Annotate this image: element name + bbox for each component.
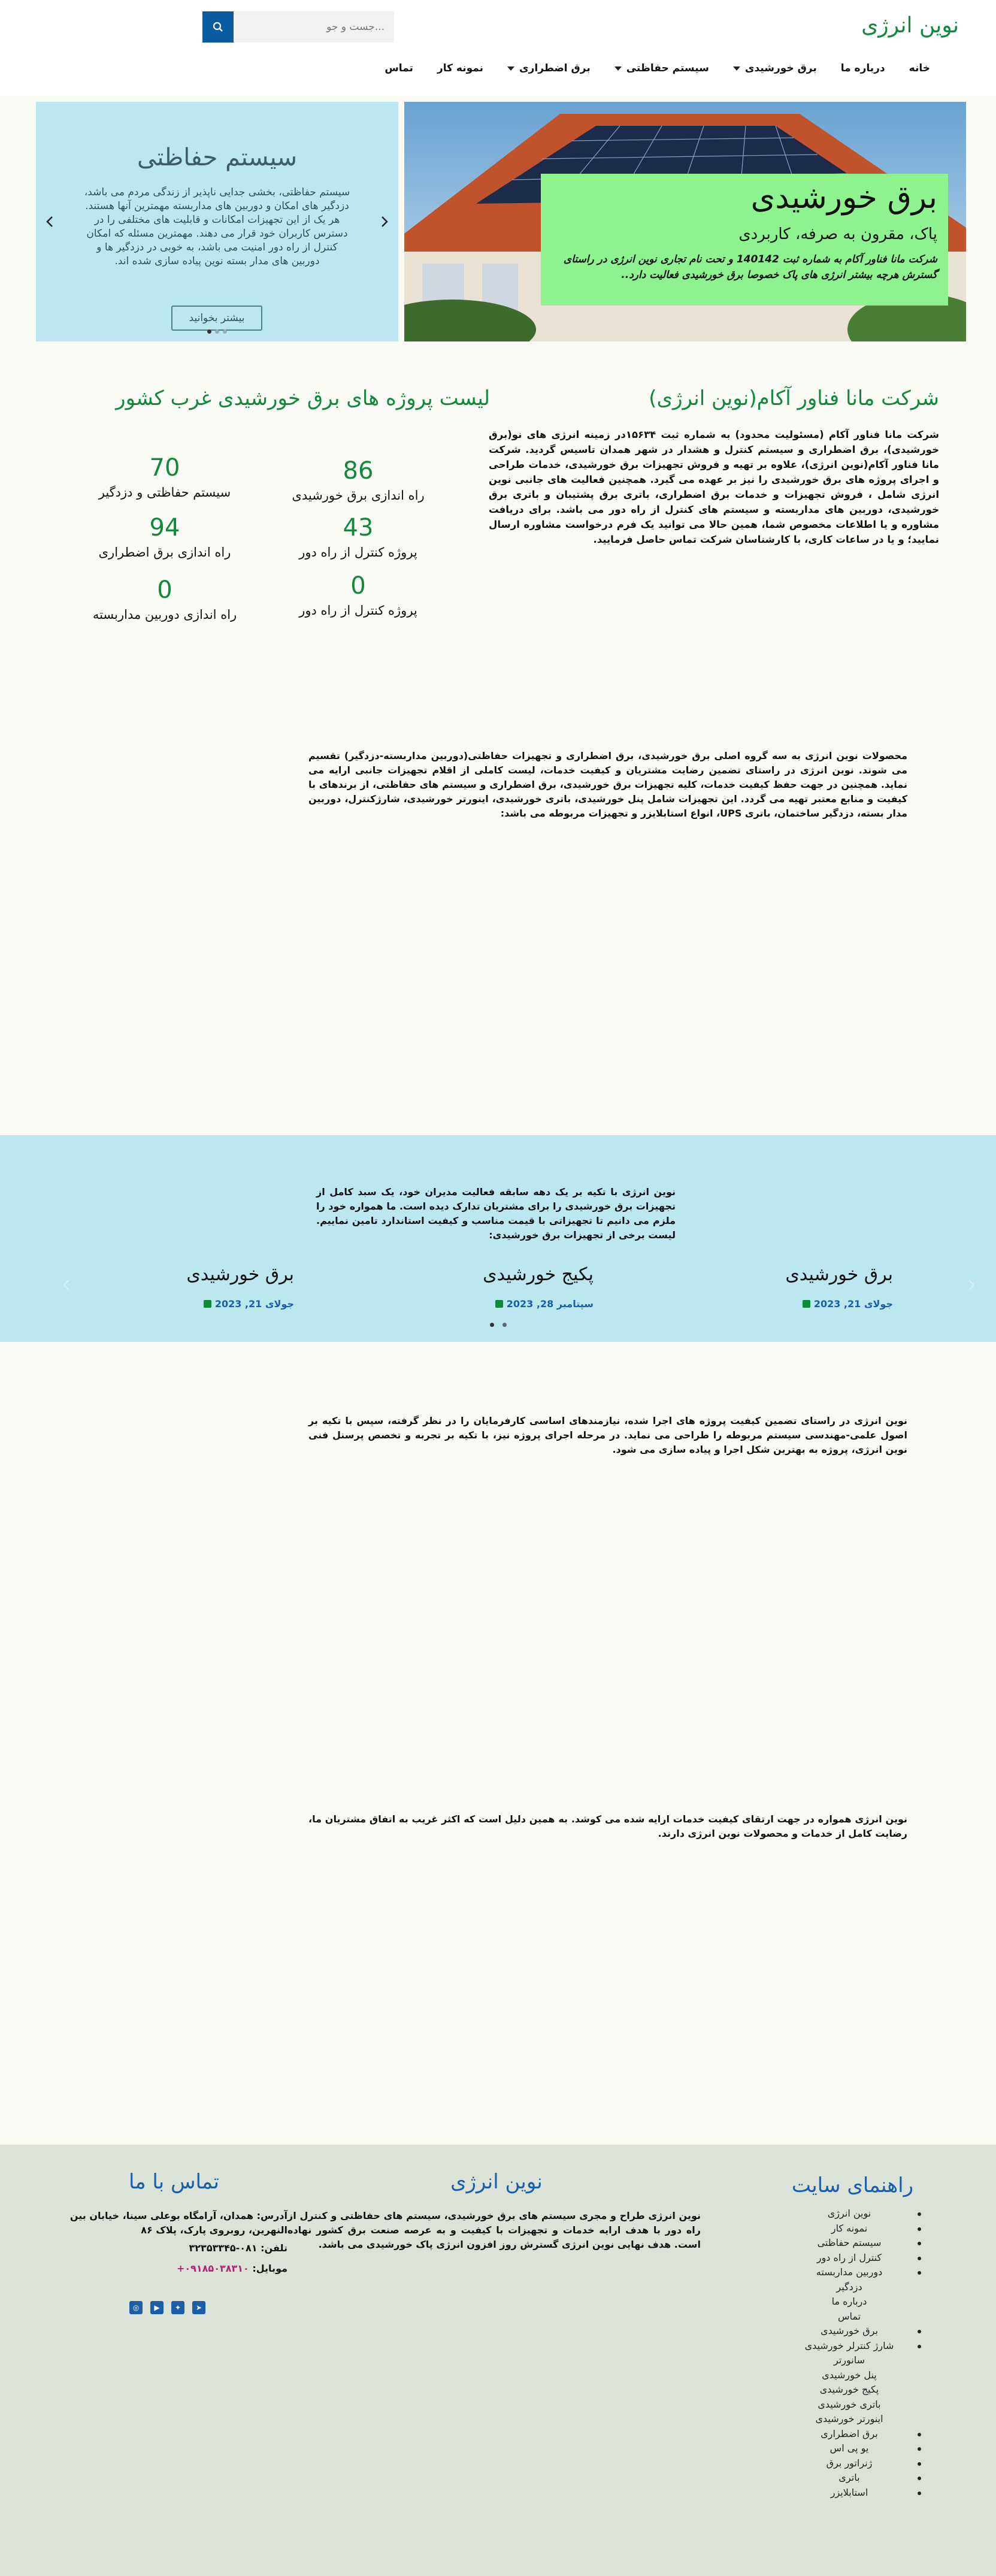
bullet-icon (918, 2462, 921, 2466)
sitemap-link[interactable]: نوین انرژی (759, 2206, 939, 2221)
hero-title: برق خورشیدی (750, 180, 937, 216)
slider-prev-icon[interactable] (43, 214, 57, 229)
post-card[interactable] (43, 1264, 294, 1310)
posts-band (0, 1135, 996, 1342)
hero-subtitle: پاک، مقرون به صرفه، کاربردی (738, 225, 937, 243)
twitter-icon[interactable]: ✦ (171, 2301, 184, 2314)
post-card[interactable] (641, 1264, 893, 1310)
footer-sitemap (759, 2206, 939, 2500)
stat-security (81, 454, 249, 500)
sitemap-link[interactable]: پنل خورشیدی (822, 2369, 877, 2381)
calendar-icon (803, 1300, 810, 1308)
sitemap-link[interactable]: دزدگیر (836, 2281, 862, 2293)
footer-guide-title: راهنمای سایت (791, 2173, 913, 2197)
site-logo[interactable]: نوین انرژی (861, 13, 959, 38)
carousel-dot-active[interactable] (490, 1323, 494, 1327)
bullet-icon (918, 2345, 921, 2348)
footer-about-text: نوین انرژی طراح و مجری سیستم های برق خورشیدی، سیستم های حفاظتی و کنترل از راه دور با هدف ارایه خدمات و تجهیزات با کیفیت و به عرصه صنعت برق کشور نهاده است. هدف نهایی نوین انرژی گسترش روز افزون انرژی پاک خورشیدی می باشد. (287, 2210, 701, 2250)
footer-phone: تلفن: ۰۸۱-۳۲۳۵۳۳۴۵ (189, 2242, 287, 2254)
sitemap-link[interactable]: باتری (759, 2471, 939, 2486)
bullet-icon (918, 2257, 921, 2260)
footer-contact-title: تماس با ما (129, 2170, 219, 2194)
sitemap-link[interactable]: سانورتر (833, 2354, 865, 2366)
products-text: محصولات نوین انرژی به سه گروه اصلی برق خورشیدی، برق اضطراری و تجهیزات حفاظتی(دوربین مداربسته-دزدگیر) تقسیم می شوند. نوین انرژی در راستای تضمین رضایت مشتریان و کیفیت خدمات، لیست کاملی از اقلام تجهیزات جانبی ارایه می نماید. همچنین در جهت حفظ کیفیت خدمات، کلیه تجهیزات برق خورشیدی، برق اضطراری و سیستم های حفاظتی، از برندهای با کیفیت و منابع معتبر تهیه می گردد. این تجهیزات شامل پنل خورشیدی، باتری خورشیدی، اینورتر خورشیدی، شارژکنترل، دوربین مدار بسته، دزدگیر ساختمان، باتری UPS، انواع استابلایزر و تجهیزات مربوطه می باشد: (308, 750, 907, 819)
sitemap-link[interactable]: پکیج خورشیدی (819, 2384, 879, 2395)
bullet-icon (918, 2433, 921, 2436)
footer-mobile (60, 2261, 287, 2276)
slider-dots (36, 329, 398, 334)
stat-label: راه اندازی برق خورشیدی (292, 488, 425, 503)
chevron-down-icon (614, 66, 622, 71)
company-text: شرکت مانا فناور آکام (مسئولیت محدود) به شماره ثبت ۱۵۶۳۴در زمینه انرژی های نو(برق خورشیدی)، برق اضطراری و سیستم کنترل و هشدار در شهر همدان تاسیس گردید. شرکت مانا فناور آکام(نوین انرژی)، علاوه بر تهیه و فروش تجهیزات برق خورشیدی، خدمات طراحی و اجرای پروژه های برق خورشیدی را نیز بر عهده می گیرد. همچنین فعالیت های جانبی نوین انرژی شامل ، فروش تجهیزات و خدمات برق اضطراری، باتری برق پشتیبان و باتری برق خورشیدی، دوربین های مداربسته و سیستم های کنترل از راه دور می باشد. برای دریافت مشاوره و یا اطلاعات مخصوص شما، همین حالا می توانید یک فرم درخواست مشاوره ارسال نمایید؛ و یا در ساعات کاری، با کارشناسان شرکت تماس حاصل فرمایید. (489, 429, 939, 545)
slider-dot[interactable] (223, 329, 227, 334)
bullet-icon (918, 2271, 921, 2275)
post-date (43, 1298, 294, 1310)
calendar-icon (204, 1300, 211, 1308)
hero-description: شرکت مانا فناور آکام به شماره ثبت 140142 و تحت نام تجاری نوین انرژی در راستای گسترش هرچه بیشتر انرژی های پاک خصوصا برق خورشیدی فعالیت دارد.. (563, 253, 937, 281)
sitemap-link[interactable]: باتری خورشیدی (818, 2398, 881, 2410)
sitemap-link[interactable]: دوربین مداربسته (759, 2265, 939, 2280)
nav-portfolio[interactable] (437, 62, 483, 74)
carousel-dots (0, 1323, 996, 1327)
sitemap-link[interactable]: سیستم حفاظتی (759, 2236, 939, 2251)
stat-number: 0 (350, 572, 366, 600)
calendar-icon (495, 1300, 503, 1308)
post-date (641, 1298, 893, 1310)
carousel-prev-icon[interactable] (964, 1278, 978, 1292)
main-nav (361, 62, 930, 74)
sitemap-link[interactable]: استابلایزر (759, 2486, 939, 2501)
stat-remote-2 (274, 572, 442, 618)
search-button[interactable] (202, 11, 234, 43)
slider-next-icon[interactable] (377, 214, 391, 229)
stat-label: پروژه کنترل از راه دور (299, 545, 417, 560)
bullet-icon (918, 2492, 921, 2495)
slide-description: سیستم حفاظتی، بخشی جدایی ناپذیر از زندگی مردم می باشد، دزدگیر های امکان و دوربین های مداربسته مهمترین آنها هستند. هر یک از این تجهیزات امکانات و قابلیت های مختلفی را در دسترس کاربران خود قرار می دهند. مهمترین مسئله که امکان کنترل از راه دور امنیت می باشد، به خوبی در دزدگیر ها و دوربین های مدار بسته نوین پیاده سازی شده اند. (84, 186, 350, 267)
company-title: شرکت مانا فناور آکام(نوین انرژی) (649, 386, 939, 410)
site-header (0, 0, 996, 96)
stat-number: 94 (149, 514, 180, 542)
telegram-icon[interactable]: ➤ (192, 2301, 205, 2314)
nav-label: خانه (909, 62, 930, 74)
search-icon (213, 22, 223, 32)
sitemap-link[interactable]: برق خورشیدی (759, 2324, 939, 2339)
chevron-down-icon (733, 66, 740, 71)
nav-solar[interactable] (733, 62, 817, 74)
sitemap-link[interactable]: درباره ما (831, 2296, 867, 2307)
slide-title: سیستم حفاظتی (137, 144, 298, 171)
nav-contact[interactable] (385, 62, 413, 74)
nav-security[interactable] (614, 62, 709, 74)
footer-about-title: نوین انرژی (450, 2170, 543, 2194)
stat-label: پروژه کنترل از راه دور (299, 603, 417, 618)
security-slider (36, 102, 398, 341)
solar-hero (404, 102, 966, 341)
post-date-text: جولای 21, 2023 (214, 1298, 294, 1310)
bullet-icon (918, 2477, 921, 2480)
stat-label: راه اندازی دوربین مداربسته (92, 607, 237, 622)
post-title[interactable]: پکیج خورشیدی (483, 1264, 594, 1285)
instagram-icon[interactable]: ◎ (129, 2301, 143, 2314)
sitemap-link[interactable]: برق اضطراری (759, 2427, 939, 2442)
post-date-text: سپتامبر 28, 2023 (506, 1298, 594, 1310)
mobile-number[interactable]: ۰۹۱۸۵۰۳۸۳۱۰+ (176, 2263, 249, 2274)
projects-title: لیست پروژه های برق خورشیدی غرب کشور (116, 386, 490, 410)
band-quote: نوین انرژی با تکیه بر یک دهه سابقه فعالیت مدیران خود، یک سبد کامل از تجهیزات برق خورشیدی را برای مشتریان تدارک دیده است. ما همواره خود را ملزم می دانیم تا تجهیزاتی با قیمت مناسب و کیفیت استاندارد تامین نماییم. لیست برخی از تجهیزات برق خورشیدی: (316, 1186, 676, 1241)
solar-hero-card (541, 174, 948, 306)
stat-solar (274, 457, 442, 503)
sitemap-link[interactable]: نمونه کار (759, 2221, 939, 2236)
nav-label: درباره ما (840, 62, 885, 74)
nav-label: برق خورشیدی (744, 62, 817, 74)
stat-label: راه اندازی برق اضطراری (98, 545, 231, 560)
social-links (129, 2301, 205, 2314)
bullet-icon (918, 2330, 921, 2333)
bullet-icon (918, 2242, 921, 2245)
footer-contact (60, 2209, 287, 2276)
stat-emergency (81, 514, 249, 560)
nav-label: برق اضطراری (519, 62, 591, 74)
post-card[interactable] (342, 1264, 594, 1310)
post-title[interactable]: برق خورشیدی (186, 1264, 294, 1285)
bullet-icon (918, 2227, 921, 2231)
carousel-dot[interactable] (502, 1323, 507, 1327)
mobile-label: موبایل: (252, 2263, 287, 2274)
sitemap-link[interactable]: یو پی اس (759, 2441, 939, 2456)
footer-address: آدرس: همدان، آرامگاه بوعلی سینا، خیابان بین النهرین، روبروی پارک، پلاک ۸۶ (69, 2210, 287, 2236)
bullet-icon (918, 2212, 921, 2216)
stat-number: 0 (157, 576, 172, 604)
search-input[interactable] (234, 11, 394, 43)
stat-number: 43 (343, 514, 374, 542)
post-date-text: جولای 21, 2023 (813, 1298, 893, 1310)
sitemap-link[interactable]: ژنراتور برق (759, 2456, 939, 2471)
sitemap-link[interactable]: تماس (837, 2310, 861, 2322)
nav-emergency[interactable] (507, 62, 591, 74)
slider-dot-active[interactable] (207, 329, 211, 334)
bullet-icon (918, 2447, 921, 2451)
sitemap-link[interactable]: اینورتر خورشیدی (815, 2413, 883, 2424)
sitemap-link[interactable]: شارژ کنترلر خورشیدی (759, 2339, 939, 2354)
slider-dot[interactable] (215, 329, 219, 334)
sitemap-link[interactable]: کنترل از راه دور (759, 2251, 939, 2266)
youtube-icon[interactable]: ▶ (150, 2301, 164, 2314)
stat-remote (274, 514, 442, 560)
quality-text: نوین انرژی در راستای تضمین کیفیت پروژه های اجرا شده، نیازمندهای اساسی کارفرمایان را در نظر گرفته، سپس با تکیه بر اصول علمی-مهندسی سیستم مربوطه را طراحی می نماید. در مرحله اجرای پروژه نیز، با تکیه بر تجربه و تخصص پرسنل فنی نوین انرژی، پروژه به بهترین شکل اجرا و پیاده سازی می شود. (308, 1415, 907, 1455)
stat-number: 70 (149, 454, 180, 482)
nav-label: تماس (385, 62, 413, 74)
nav-label: سیستم حفاظتی (626, 62, 709, 74)
stat-cctv (81, 576, 249, 622)
nav-about[interactable] (841, 62, 885, 74)
nav-home[interactable] (909, 62, 930, 74)
stat-label: سیستم حفاظتی و دزدگیر (98, 485, 231, 500)
nav-label: نمونه کار (437, 62, 484, 74)
post-title[interactable]: برق خورشیدی (785, 1264, 893, 1285)
chevron-down-icon (507, 66, 514, 71)
service-text: نوین انرژی همواره در جهت ارتقای کیفیت خدمات ارایه شده می کوشد. به همین دلیل است که اکثر غریب به اتفاق مشتریان ما، رضایت کامل از خدمات و محصولات نوین انرژی دارند. (308, 1813, 907, 1839)
post-date (342, 1298, 594, 1310)
read-more-button[interactable]: بیشتر بخوانید (171, 306, 262, 331)
stat-number: 86 (343, 457, 374, 485)
search-form (202, 11, 394, 43)
